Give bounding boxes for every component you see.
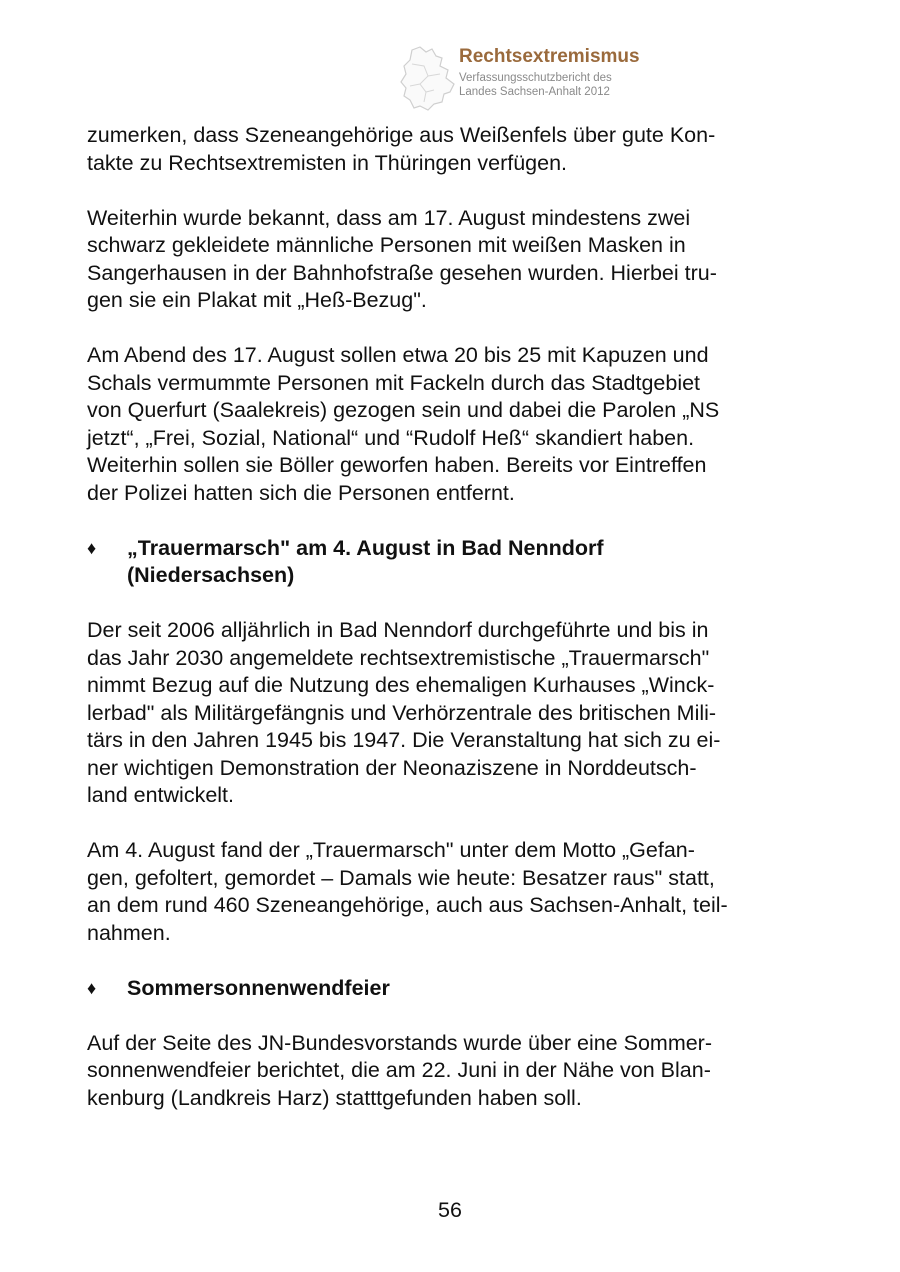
paragraph-line: von Querfurt (Saalekreis) gezogen sein und dabei die Parolen „NS bbox=[87, 398, 720, 422]
page-body bbox=[87, 122, 806, 1112]
paragraph-line: Der seit 2006 alljährlich in Bad Nenndorf durchgeführte und bis in bbox=[87, 618, 709, 642]
paragraph-line: Weiterhin wurde bekannt, dass am 17. August mindestens zwei bbox=[87, 205, 691, 230]
paragraph-4 bbox=[87, 617, 806, 810]
page-header bbox=[398, 44, 698, 116]
paragraph-line: schwarz gekleidete männliche Personen mit weißen Masken in bbox=[87, 233, 686, 257]
paragraph-line: jetzt“, „Frei, Sozial, National“ und “Rudolf Heß“ skandiert haben. bbox=[87, 425, 695, 450]
paragraph-line: Am Abend des 17. August sollen etwa 20 bis 25 mit Kapuzen und bbox=[87, 343, 709, 367]
paragraph-line: der Polizei hatten sich die Personen entfernt. bbox=[87, 480, 515, 505]
paragraph-5 bbox=[87, 837, 806, 947]
paragraph-line: Schals vermummte Personen mit Fackeln durch das Stadtgebiet bbox=[87, 370, 701, 395]
paragraph-2 bbox=[87, 205, 806, 315]
paragraph-line: sonnenwendfeier berichtet, die am 22. Juni in der Nähe von Blan- bbox=[87, 1058, 711, 1082]
paragraph-line: land entwickelt. bbox=[87, 783, 234, 807]
header-title: Rechtsextremismus bbox=[459, 46, 640, 67]
paragraph-line: Am 4. August fand der „Trauermarsch" unter dem Motto „Gefan- bbox=[87, 838, 695, 862]
diamond-bullet-icon: ♦ bbox=[87, 977, 97, 998]
header-subtitle-line2: Landes Sachsen-Anhalt 2012 bbox=[459, 86, 610, 98]
paragraph-line: tärs in den Jahren 1945 bis 1947. Die Veranstaltung hat sich zu ei- bbox=[87, 728, 721, 752]
paragraph-line: nahmen. bbox=[87, 920, 171, 945]
paragraph-line: lerbad" als Militärgefängnis und Verhörzentrale des britischen Mili- bbox=[87, 700, 717, 725]
paragraph-line: gen, gefoltert, gemordet – Damals wie heute: Besatzer raus" statt, bbox=[87, 865, 715, 890]
paragraph-1 bbox=[87, 122, 806, 177]
saxony-anhalt-map-icon bbox=[398, 44, 460, 114]
paragraph-line: kenburg (Landkreis Harz) statttgefunden haben soll. bbox=[87, 1085, 582, 1110]
paragraph-line: zumerken, dass Szeneangehörige aus Weißenfels über gute Kon- bbox=[87, 123, 716, 147]
paragraph-line: nimmt Bezug auf die Nutzung des ehemaligen Kurhauses „Winck- bbox=[87, 673, 715, 697]
page-number: 56 bbox=[438, 1198, 462, 1222]
section-heading-sommersonnenwendfeier bbox=[87, 975, 806, 1003]
paragraph-line: das Jahr 2030 angemeldete rechtsextremistische „Trauermarsch" bbox=[87, 645, 710, 670]
header-subtitle-line1: Verfassungsschutzbericht des bbox=[459, 72, 612, 84]
paragraph-line: Weiterhin sollen sie Böller geworfen haben. Bereits vor Eintreffen bbox=[87, 453, 707, 477]
paragraph-line: ner wichtigen Demonstration der Neonaziszene in Norddeutsch- bbox=[87, 755, 697, 780]
paragraph-line: gen sie ein Plakat mit „Heß-Bezug". bbox=[87, 288, 427, 312]
paragraph-6 bbox=[87, 1030, 806, 1113]
paragraph-line: Sangerhausen in der Bahnhofstraße gesehen wurden. Hierbei tru- bbox=[87, 260, 717, 285]
paragraph-line: an dem rund 460 Szeneangehörige, auch aus Sachsen-Anhalt, teil- bbox=[87, 893, 728, 917]
heading-line: „Trauermarsch" am 4. August in Bad Nenndorf bbox=[127, 535, 604, 560]
heading-line: Sommersonnenwendfeier bbox=[127, 975, 390, 1000]
section-heading-trauermarsch bbox=[87, 535, 806, 590]
diamond-bullet-icon: ♦ bbox=[87, 537, 97, 558]
heading-line: (Niedersachsen) bbox=[127, 563, 295, 587]
paragraph-3 bbox=[87, 342, 806, 507]
paragraph-line: Auf der Seite des JN-Bundesvorstands wurde über eine Sommer- bbox=[87, 1030, 713, 1055]
paragraph-line: takte zu Rechtsextremisten in Thüringen verfügen. bbox=[87, 150, 568, 175]
